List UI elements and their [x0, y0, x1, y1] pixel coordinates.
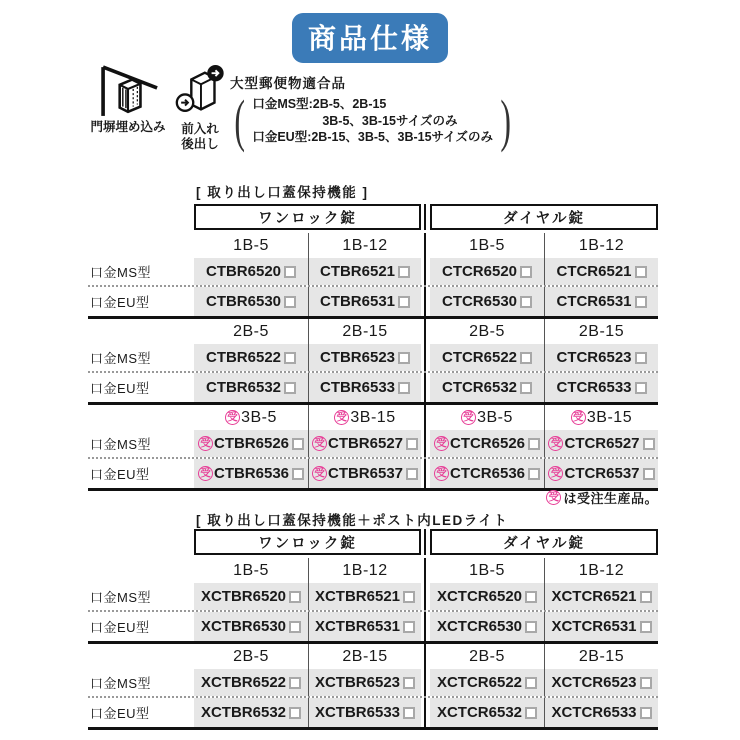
size-label: 2B-15	[578, 322, 625, 340]
model-code: XCTBR6523	[314, 674, 401, 691]
section-title-lid-hold: [ 取り出し口蓋保持機能 ]	[196, 185, 369, 200]
size-label: 2B-5	[233, 647, 269, 665]
order-mark-icon: 受	[548, 491, 560, 504]
model-cell	[308, 459, 421, 488]
model-cell	[308, 258, 421, 285]
paren-close: )	[500, 88, 512, 153]
model-cell	[194, 583, 308, 610]
front-in-label: 前入れ	[181, 122, 219, 136]
color-checkbox	[525, 621, 537, 633]
lock-type-header: ダイヤル錠	[430, 204, 658, 230]
lock-row-spacer	[88, 204, 194, 230]
model-code: XCTBR6522	[200, 674, 287, 691]
color-checkbox	[406, 468, 418, 480]
model-cell	[194, 430, 308, 457]
model-cell	[194, 612, 308, 641]
model-code: CTBR6527	[327, 435, 404, 452]
model-cell	[430, 287, 544, 316]
model-cell	[544, 344, 658, 371]
order-mark-icon: 受	[312, 466, 327, 481]
size-header-row	[88, 558, 658, 583]
model-code: CTCR6527	[564, 435, 640, 452]
lock-type-header: ワンロック錠	[194, 204, 421, 230]
model-cell	[430, 459, 544, 488]
model-code: CTCR6531	[556, 293, 632, 310]
model-code: CTBR6520	[205, 263, 282, 280]
color-checkbox	[640, 591, 652, 603]
model-row	[88, 583, 658, 612]
size-label: 3B-5	[477, 408, 513, 426]
size-row-spacer	[88, 233, 194, 258]
model-cell	[544, 373, 658, 402]
model-code: XCTBR6530	[200, 618, 287, 635]
front-in-back-out-icon	[174, 64, 226, 120]
model-code: CTCR6536	[449, 465, 526, 482]
lock-header-row	[88, 204, 658, 230]
color-checkbox	[520, 266, 532, 278]
color-checkbox	[403, 707, 415, 719]
order-mark-icon: 受	[434, 436, 449, 451]
row-label: 口金MS型	[90, 351, 152, 366]
model-code: CTBR6532	[205, 379, 282, 396]
group-divider	[421, 459, 430, 488]
size-header-cell	[308, 558, 421, 583]
color-checkbox	[520, 352, 532, 364]
color-checkbox	[289, 707, 301, 719]
lock-row-spacer	[88, 529, 194, 555]
model-row	[88, 373, 658, 402]
model-row	[88, 698, 658, 727]
model-cell	[308, 430, 421, 457]
size-header-cell	[430, 644, 544, 669]
size-label: 1B-5	[233, 561, 269, 579]
size-header-cell	[544, 644, 658, 669]
order-mark-icon: 受	[463, 411, 475, 424]
color-checkbox	[289, 621, 301, 633]
size-header-row	[88, 233, 658, 258]
model-code: XCTBR6520	[200, 588, 287, 605]
model-code: XCTBR6533	[314, 704, 401, 721]
model-cell	[308, 583, 421, 610]
group-divider	[421, 612, 430, 641]
color-checkbox	[398, 296, 410, 308]
color-checkbox	[520, 296, 532, 308]
model-cell	[308, 612, 421, 641]
model-code: CTBR6522	[205, 349, 282, 366]
model-cell	[544, 258, 658, 285]
size-row-spacer	[88, 644, 194, 669]
row-label: 口金EU型	[90, 620, 150, 635]
page-title: 商品仕様	[292, 13, 448, 63]
color-checkbox	[284, 352, 296, 364]
group-divider	[421, 405, 430, 430]
group-divider	[421, 529, 430, 555]
color-checkbox	[289, 591, 301, 603]
color-checkbox	[403, 591, 415, 603]
size-block	[88, 233, 658, 319]
model-cell	[308, 287, 421, 316]
order-mark-icon: 受	[227, 411, 239, 424]
model-code: CTBR6530	[205, 293, 282, 310]
size-header-cell	[308, 405, 421, 430]
model-row	[88, 669, 658, 698]
model-cell	[430, 698, 544, 727]
order-mark-icon: 受	[198, 466, 213, 481]
model-code: CTBR6521	[319, 263, 396, 280]
color-checkbox	[289, 677, 301, 689]
order-mark-icon: 受	[548, 466, 563, 481]
model-code: XCTCR6523	[551, 674, 637, 691]
size-label: 1B-12	[578, 236, 625, 254]
model-row	[88, 344, 658, 373]
size-row-spacer	[88, 319, 194, 344]
feature-front-in-back-out	[170, 64, 230, 152]
row-label: 口金MS型	[90, 265, 152, 280]
size-header-cell	[194, 233, 308, 258]
model-code: XCTCR6530	[436, 618, 523, 635]
size-header-row	[88, 644, 658, 669]
model-cell	[308, 669, 421, 696]
color-checkbox	[635, 352, 647, 364]
color-checkbox	[284, 296, 296, 308]
color-checkbox	[528, 468, 540, 480]
color-checkbox	[635, 382, 647, 394]
model-cell	[544, 583, 658, 610]
model-code: CTCR6532	[441, 379, 518, 396]
model-code: XCTCR6522	[436, 674, 523, 691]
row-label: 口金MS型	[90, 590, 152, 605]
color-checkbox	[403, 677, 415, 689]
model-cell	[194, 344, 308, 371]
color-checkbox	[284, 266, 296, 278]
size-label: 2B-5	[469, 322, 505, 340]
model-code: CTCR6533	[556, 379, 632, 396]
mail-compat-line-eu: 口金EU型:2B-15、3B-5、3B-15サイズのみ	[252, 130, 494, 145]
size-header-cell	[430, 405, 544, 430]
group-divider	[421, 669, 430, 696]
model-row	[88, 612, 658, 641]
color-checkbox	[520, 382, 532, 394]
group-divider	[421, 204, 430, 230]
size-header-cell	[308, 644, 421, 669]
color-checkbox	[292, 438, 304, 450]
model-code: XCTCR6520	[436, 588, 523, 605]
color-checkbox	[635, 296, 647, 308]
model-code: XCTCR6531	[551, 618, 637, 635]
row-label: 口金MS型	[90, 437, 152, 452]
group-divider	[421, 344, 430, 371]
size-row-spacer	[88, 405, 194, 430]
size-row-spacer	[88, 558, 194, 583]
size-label: 1B-12	[578, 561, 625, 579]
model-cell	[430, 612, 544, 641]
model-code: XCTBR6531	[314, 618, 401, 635]
row-label: 口金EU型	[90, 467, 150, 482]
model-cell	[194, 287, 308, 316]
model-cell	[308, 373, 421, 402]
size-header-cell	[544, 233, 658, 258]
model-cell	[194, 698, 308, 727]
size-header-cell	[544, 558, 658, 583]
wall-embed-label: 門塀埋め込み	[90, 120, 166, 134]
row-label: 口金EU型	[90, 706, 150, 721]
size-header-cell	[308, 319, 421, 344]
color-checkbox	[643, 438, 655, 450]
model-cell	[544, 698, 658, 727]
color-checkbox	[643, 468, 655, 480]
model-code: CTCR6526	[449, 435, 526, 452]
order-mark-icon: 受	[572, 411, 584, 424]
size-header-cell	[544, 405, 658, 430]
model-cell	[430, 583, 544, 610]
size-header-cell	[544, 319, 658, 344]
group-divider	[421, 258, 430, 285]
model-cell	[430, 669, 544, 696]
size-header-cell	[430, 558, 544, 583]
model-code: CTBR6531	[319, 293, 396, 310]
size-label: 2B-15	[342, 322, 388, 340]
size-label: 3B-15	[350, 408, 396, 426]
color-checkbox	[398, 266, 410, 278]
order-note	[546, 488, 658, 507]
order-mark-icon: 受	[312, 436, 327, 451]
size-label: 2B-5	[233, 322, 269, 340]
model-cell	[194, 669, 308, 696]
size-header-cell	[194, 319, 308, 344]
model-cell	[544, 430, 658, 457]
model-row	[88, 430, 658, 459]
color-checkbox	[292, 468, 304, 480]
model-cell	[308, 698, 421, 727]
model-code: CTCR6522	[441, 349, 518, 366]
back-out-label: 後出し	[181, 137, 219, 151]
section-title-lid-hold-led: [ 取り出し口蓋保持機能＋ポスト内LEDライト	[196, 513, 509, 528]
model-code: CTCR6530	[441, 293, 518, 310]
size-label: 1B-5	[233, 236, 269, 254]
wall-embed-icon	[94, 64, 162, 118]
model-cell	[544, 287, 658, 316]
size-header-cell	[194, 644, 308, 669]
model-row	[88, 258, 658, 287]
mail-compat-block	[230, 72, 515, 153]
size-block	[88, 558, 658, 644]
order-note-text: は受注生産品。	[563, 491, 658, 506]
order-mark-icon: 受	[434, 466, 449, 481]
model-cell	[544, 669, 658, 696]
group-divider	[421, 319, 430, 344]
group-divider	[421, 583, 430, 610]
model-cell	[430, 373, 544, 402]
model-cell	[194, 258, 308, 285]
size-label: 3B-5	[241, 408, 277, 426]
color-checkbox	[406, 438, 418, 450]
color-checkbox	[528, 438, 540, 450]
size-label: 2B-15	[578, 647, 625, 665]
spec-table-lid-hold-led	[88, 529, 658, 730]
row-label: 口金EU型	[90, 381, 150, 396]
size-header-cell	[308, 233, 421, 258]
color-checkbox	[284, 382, 296, 394]
size-header-row	[88, 319, 658, 344]
size-header-cell	[430, 233, 544, 258]
mail-compat-title: 大型郵便物適合品	[230, 76, 346, 91]
model-code: CTBR6526	[213, 435, 290, 452]
model-cell	[194, 459, 308, 488]
group-divider	[421, 233, 430, 258]
model-code: CTBR6523	[319, 349, 396, 366]
model-cell	[430, 258, 544, 285]
color-checkbox	[640, 621, 652, 633]
size-header-cell	[194, 405, 308, 430]
model-code: XCTCR6533	[551, 704, 637, 721]
size-block	[88, 644, 658, 730]
feature-wall-embed	[84, 64, 172, 135]
size-label: 1B-5	[469, 561, 505, 579]
color-checkbox	[525, 591, 537, 603]
color-checkbox	[403, 621, 415, 633]
size-header-cell	[430, 319, 544, 344]
model-cell	[430, 344, 544, 371]
size-header-row	[88, 405, 658, 430]
model-code: XCTBR6521	[314, 588, 401, 605]
model-code: CTBR6533	[319, 379, 396, 396]
color-checkbox	[398, 382, 410, 394]
size-block	[88, 319, 658, 405]
color-checkbox	[640, 677, 652, 689]
model-cell	[544, 459, 658, 488]
size-label: 1B-12	[342, 561, 388, 579]
group-divider	[421, 430, 430, 457]
mail-compat-line-ms: 口金MS型:2B-5、2B-15	[252, 97, 387, 112]
model-cell	[544, 612, 658, 641]
color-checkbox	[635, 266, 647, 278]
group-divider	[421, 287, 430, 316]
order-mark-icon: 受	[198, 436, 213, 451]
order-mark-icon: 受	[548, 436, 563, 451]
group-divider	[421, 558, 430, 583]
color-checkbox	[398, 352, 410, 364]
model-row	[88, 459, 658, 488]
size-header-cell	[194, 558, 308, 583]
color-checkbox	[525, 707, 537, 719]
model-code: CTCR6520	[441, 263, 518, 280]
model-code: CTBR6536	[213, 465, 290, 482]
model-code: XCTCR6521	[551, 588, 637, 605]
model-cell	[194, 373, 308, 402]
lock-header-row	[88, 529, 658, 555]
model-code: XCTCR6532	[436, 704, 523, 721]
spec-table-lid-hold	[88, 204, 658, 491]
group-divider	[421, 644, 430, 669]
row-label: 口金EU型	[90, 295, 150, 310]
color-checkbox	[640, 707, 652, 719]
group-divider	[421, 373, 430, 402]
lock-type-header: ワンロック錠	[194, 529, 421, 555]
model-row	[88, 287, 658, 316]
model-code: CTCR6537	[564, 465, 640, 482]
group-divider	[421, 698, 430, 727]
model-code: CTCR6523	[556, 349, 632, 366]
size-label: 1B-12	[342, 236, 388, 254]
order-mark-icon: 受	[336, 411, 348, 424]
size-block	[88, 405, 658, 491]
model-code: CTCR6521	[556, 263, 632, 280]
mail-compat-line-ms2: 3B-5、3B-15サイズのみ	[322, 113, 458, 128]
paren-open: (	[234, 88, 245, 153]
lock-type-header: ダイヤル錠	[430, 529, 658, 555]
row-label: 口金MS型	[90, 676, 152, 691]
size-label: 2B-5	[469, 647, 505, 665]
size-label: 3B-15	[586, 408, 633, 426]
model-cell	[430, 430, 544, 457]
size-label: 2B-15	[342, 647, 388, 665]
model-cell	[308, 344, 421, 371]
size-label: 1B-5	[469, 236, 505, 254]
color-checkbox	[525, 677, 537, 689]
model-code: XCTBR6532	[200, 704, 287, 721]
model-code: CTBR6537	[327, 465, 404, 482]
